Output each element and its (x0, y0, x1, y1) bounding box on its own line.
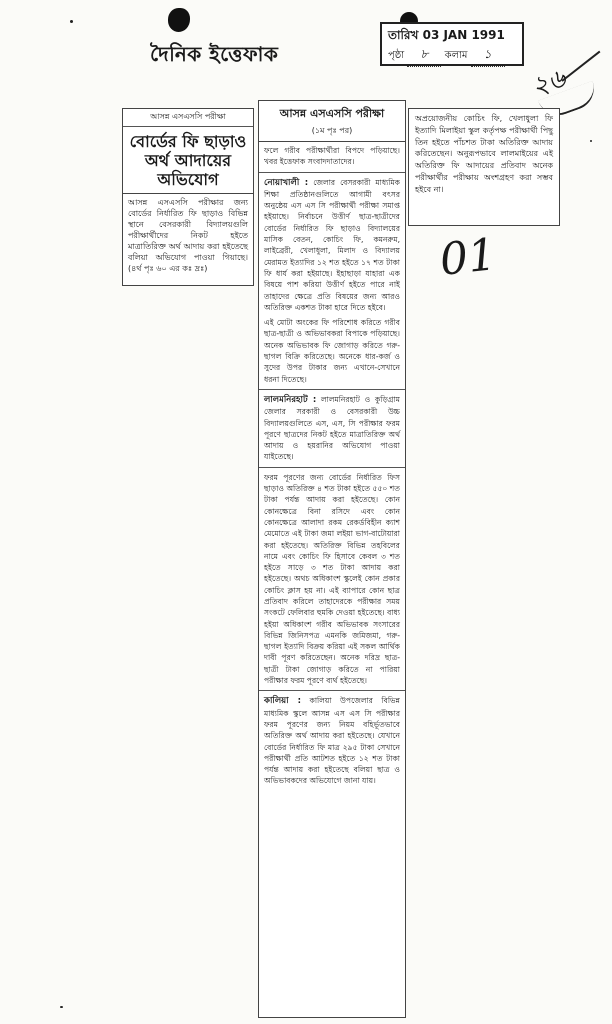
divider (259, 172, 405, 173)
page-value: ৮ (407, 46, 441, 67)
stamp-date: 03 JAN 1991 (422, 28, 505, 42)
ink-blot (168, 8, 190, 32)
dateline: কালিয়া : (264, 696, 302, 707)
clipping-center (258, 100, 406, 1018)
date-stamp (380, 22, 524, 66)
section-text: এই মোটা অংকের ফি পরিশোধ করিতে গরীব ছাত্র-ছাত্রী ও অভিভাবকরা বিপাকে পড়িয়াছে। অনেক অভিভাবক ফি জোগাড় করিতে গরু-ছাগল বিক্রি করিতেছে। অনেকে ধার-কর্জ ও সুদের উপর টাকার জন্য এখানে-সেখানে ধরনা দিতেছে। (264, 318, 400, 384)
clipping-kicker: আসন্ন এসএসসি পরীক্ষা (123, 109, 253, 127)
scan-speck (590, 140, 592, 142)
clipping-intro: ফলে গরীব পরীক্ষার্থীরা বিপদে পড়িয়াছে। খবর ইত্তেফাক সংবাদদাতাদের। (264, 146, 400, 167)
section-text: লালমনিরহাট ও কুড়িগ্রাম জেলার সরকারী ও বেসরকারী উচ্চ বিদ্যালয়গুলিতে এস, এস, সি পরীক্ষার ফরম পূরণে ছাত্রদের নিকট হইতে মাত্রাতিরিক্ত অর্থ আদায় ও হয়রানির অভিযোগ পাওয়া যাইতেছে। (264, 394, 400, 462)
clipping-right (408, 108, 560, 226)
continuation-note: (৪র্থ পৃঃ ৬০ এর কঃ দ্রঃ) (128, 264, 208, 273)
section-text: ফরম পূরণের জন্য বোর্ডের নির্ধারিত ফিস ছাড়াও অতিরিক্ত ৪ শত টাকা হইতে ৫৫০ শত টাকা পর্যন্ত আদায় করা হইতেছে। কোন কোনক্ষেত্রে বিনা রসিদে এবং কোন কোনক্ষেত্রে আলাদা রকম রেকর্ডবিহীন ক্যাশ মেমোতে এই টাকা জমা লইয়া ভাগ-বাটোয়ারা করা হইতেছে। অতিরিক্ত বিভিন্ন তহবিলের নামে এবং কোচিং ফি হিসাবে কেবল ৩ শত হইতে সাড়ে ৩ শত টাকা আদায় করা হইতেছে। অথচ অধিকাংশ স্কুলেই কোন প্রকার কোচিং ক্লাস হয় না। এই ব্যাপারে কোন ছাত্র প্রতিবাদ করিলে তাহাদেরকে পরীক্ষার সময় সংকটে ফেলিবার হুমকি দেওয়া হইতেছে। বাধ্য হইয়া অধিকাংশ গরীব অভিভাবক সংসারের বিভিন্ন জিনিসপত্র এমনকি জমিজমা, গরু-ছাগল ইত্যাদি বিক্রয় করিয়া এই সকল আর্থিক দাবী পূরণ করিতেছেন। অনেক দরিদ্র ছাত্র-ছাত্রী টাকা জোগাড় করিতে না পারিয়া পরীক্ষার ফরম পূরণে ব্যর্থ হইতেছে। (264, 472, 400, 686)
handwritten-reference-number: ২৬ (527, 63, 570, 103)
handwritten-page-mark: 01 (437, 229, 499, 286)
date-label: তারিখ (388, 28, 419, 42)
column-label: কলাম (444, 50, 468, 61)
clipping-subhead: (১ম পৃঃ পর) (259, 125, 405, 142)
clipping-left (122, 108, 254, 286)
clipping-headline: বোর্ডের ফি ছাড়াও অর্থ আদায়ের অভিযোগ (123, 127, 253, 194)
dateline: নোয়াখালী : (264, 177, 309, 188)
clipping-body: আসন্ন এসএসসি পরীক্ষার জন্য বোর্ডের নির্ধারিত ফি ছাড়াও বিভিন্ন স্থানে বেসরকারী বিদ্যালয়গুলি পরীক্ষার্থীদের নিকট হইতে মাত্রাতিরিক্ত অর্থ আদায় করা হইতেছে বলিয়া অভিযোগ পাওয়া গিয়াছে। (128, 198, 248, 262)
divider (259, 467, 405, 468)
pen-stroke (561, 51, 600, 82)
scan-speck (60, 1006, 63, 1008)
divider (259, 690, 405, 691)
clipping-body: অপ্রয়োজনীয় কোচিং ফি, খেলাধুলা ফি ইত্যাদি মিলাইয়া স্কুল কর্তৃপক্ষ পরীক্ষার্থী পিছু তিন হইতে পাঁচশত টাকা অতিরিক্ত আদায় করিতেছেন। অনুরূপভাবে লালমাইয়ের এই অতিরিক্ত ফি আদায়ের প্রতিবাদ অনেক পরীক্ষার্থীর পরীক্ষায় অংশগ্রহণ করা সম্ভব হইবে না। (415, 114, 553, 194)
page-label: পৃষ্ঠা (388, 50, 405, 61)
dateline: লালমনিরহাট : (264, 394, 317, 405)
newspaper-masthead: দৈনিক ইত্তেফাক (150, 42, 279, 66)
column-value: ১ (471, 46, 505, 67)
section-text: জেলার বেসরকারী মাধ্যমিক শিক্ষা প্রতিষ্ঠানগুলিতে আগামী বৎসর অনুষ্ঠেয় এস এস সি পরীক্ষার্থী পরীক্ষা সমাপ্ত হইয়াছে। নির্বাচনে উত্তীর্ণ ছাত্র-ছাত্রীদের বোর্ডের নির্ধারিত ফি ছাড়াও বিদ্যালয়ের মাসিক বেতন, কোচিং ফি, কমনরুম, লাইব্রেরী, খেলাধুলা, মিলাদ ও বিদ্যালয় মেরামত ইত্যাদির ১২ শত হইতে ১৭ শত টাকা ফি ধার্য করা হইয়াছে। ইহাছাড়া যাহারা এক বিষয়ে পাশ করিয়া উত্তীর্ণ হইতে পারে নাই তাহাদের ক্ষেত্রে প্রতি বিষয়ের জন্য আরও অতিরিক্ত একশত টাকা হারে দিতে হইবে। (264, 177, 400, 312)
divider (259, 389, 405, 390)
scan-speck (70, 20, 73, 23)
section-text: কালিয়া উপজেলার বিভিন্ন মাধ্যমিক স্কুলে আসন্ন এস এস সি পরীক্ষার ফরম পূরণের জন্য নিয়ম বহির্ভূতভাবে অতিরিক্ত অর্থ আদায় করা হইতেছে। যেখানে বোর্ডের নির্ধারিত ফি মাত্র ২৯৫ টাকা সেখানে পরীক্ষার্থী প্রতি আটশত হইতে ১২ শত টাকা পর্যন্ত আদায় করা হইতেছে বলিয়া ছাত্র ও অভিভাবকদের অভিযোগে জানা যায়। (264, 696, 400, 786)
clipping-headline: আসন্ন এসএসসি পরীক্ষা (279, 107, 385, 120)
